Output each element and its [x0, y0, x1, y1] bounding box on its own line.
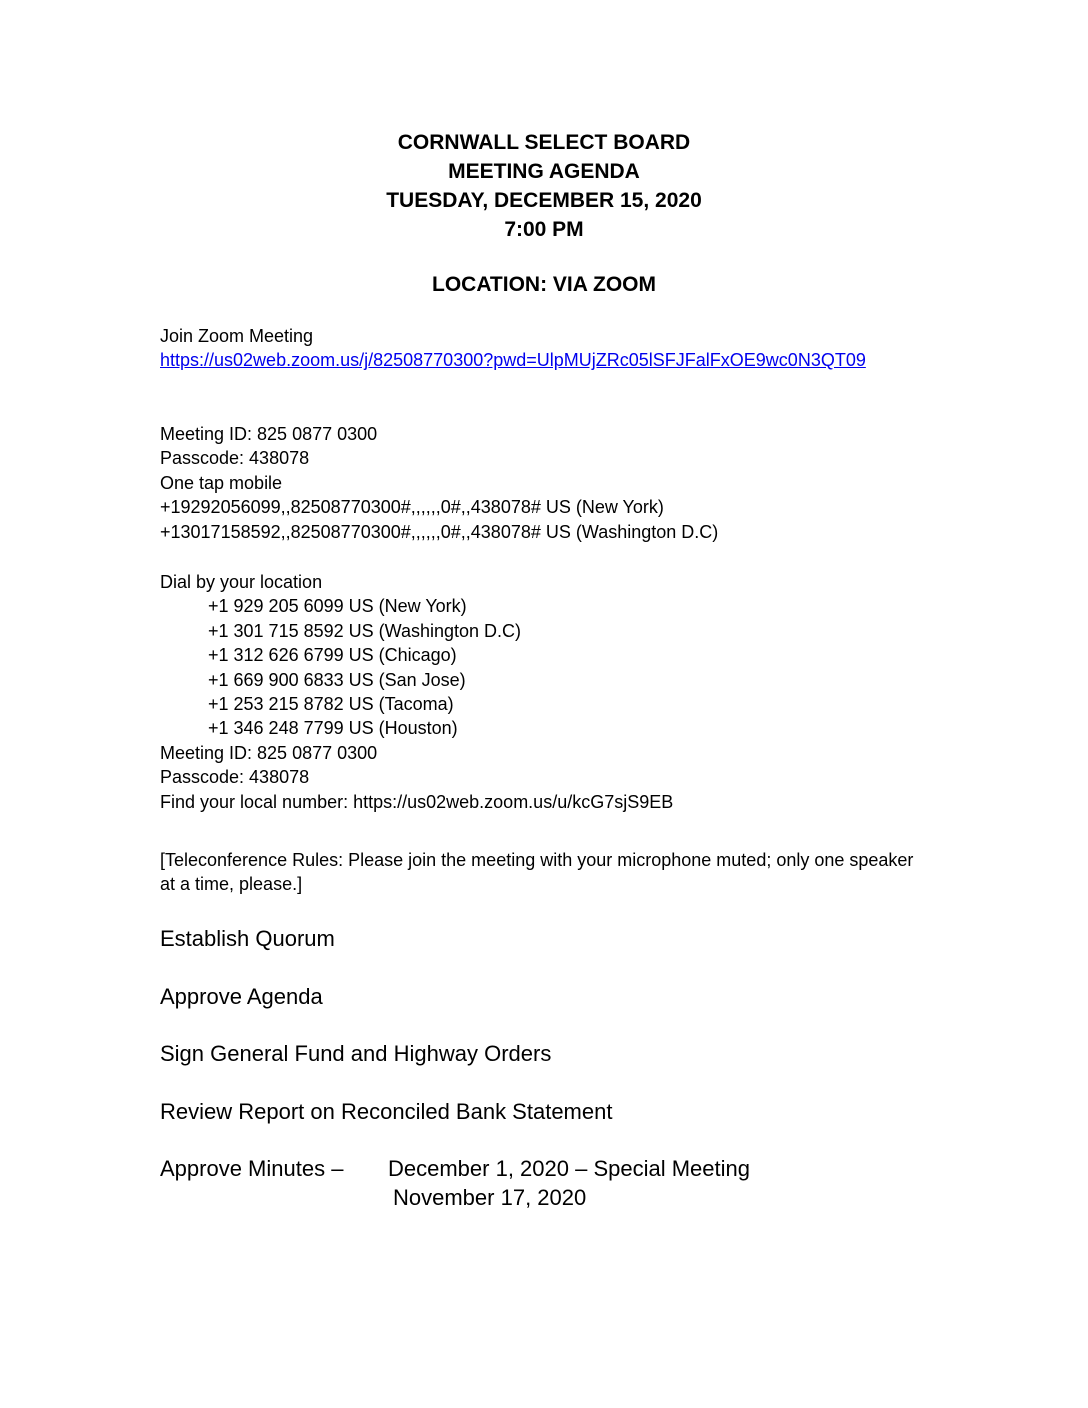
one-tap-label: One tap mobile — [160, 472, 283, 493]
join-zoom-label: Join Zoom Meeting — [160, 326, 314, 346]
dial-number: +1 301 715 8592 US (Washington D.C) — [208, 620, 522, 641]
agenda-item: Sign General Fund and Highway Orders — [160, 1041, 552, 1066]
minutes-date: November 17, 2020 — [393, 1185, 587, 1210]
passcode: Passcode: 438078 — [160, 448, 310, 469]
agenda-item: Review Report on Reconciled Bank Statement — [160, 1098, 613, 1124]
meeting-location: LOCATION: VIA ZOOM — [432, 273, 656, 296]
meeting-date: TUESDAY, DECEMBER 15, 2020 — [386, 189, 702, 212]
zoom-join-section — [160, 324, 920, 373]
find-local-number: Find your local number: https://us02web.zoom.us/u/kcG7sjS9EB — [160, 791, 674, 812]
agenda-header — [0, 128, 1088, 244]
minutes-label: Approve Minutes – — [160, 1156, 344, 1181]
agenda-items — [160, 924, 612, 1154]
meeting-time: 7:00 PM — [504, 218, 584, 241]
dial-number: +1 669 900 6833 US (San Jose) — [208, 669, 466, 690]
board-name: CORNWALL SELECT BOARD — [397, 131, 691, 154]
dial-number: +1 346 248 7799 US (Houston) — [208, 718, 458, 739]
dial-label: Dial by your location — [160, 572, 323, 592]
one-tap-number: +19292056099,,82508770300#,,,,,,0#,,438078# US (New York) — [160, 497, 664, 518]
meeting-id: Meeting ID: 825 0877 0300 — [160, 424, 378, 444]
one-tap-number: +13017158592,,82508770300#,,,,,,0#,,438078# US (Washington D.C) — [160, 521, 719, 542]
approve-minutes-item — [160, 1154, 750, 1210]
dial-number: +1 312 626 6799 US (Chicago) — [208, 645, 457, 666]
dial-number: +1 253 215 8782 US (Tacoma) — [208, 694, 454, 715]
dial-in-section — [160, 570, 673, 814]
teleconference-rules: [Teleconference Rules: Please join the meeting with your microphone muted; only one speaker at a time, please.] — [160, 850, 914, 895]
passcode: Passcode: 438078 — [160, 767, 310, 788]
agenda-item: Approve Agenda — [160, 983, 323, 1009]
dial-number: +1 929 205 6099 US (New York) — [208, 596, 467, 617]
minutes-date: December 1, 2020 – Special Meeting — [388, 1156, 750, 1181]
agenda-item: Establish Quorum — [160, 926, 335, 951]
document-title: MEETING AGENDA — [448, 160, 640, 183]
zoom-meeting-link[interactable]: https://us02web.zoom.us/j/82508770300?pwd=UlpMUjZRc05lSFJFalFxOE9wc0N3QT09 — [160, 350, 866, 371]
meeting-id: Meeting ID: 825 0877 0300 — [160, 742, 378, 763]
meeting-info-section — [160, 422, 718, 544]
